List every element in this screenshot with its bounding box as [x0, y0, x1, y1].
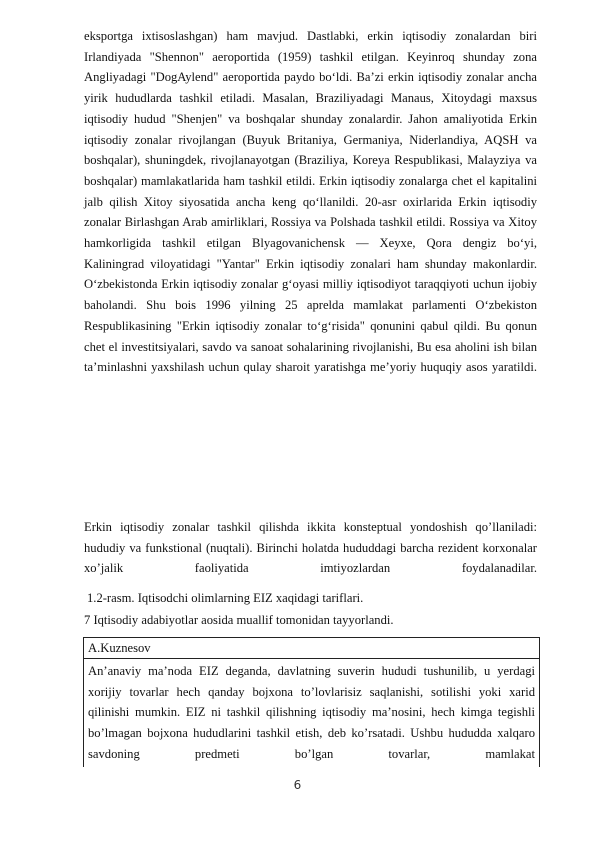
figure-caption: 1.2-rasm. Iqtisodchi olimlarning EIZ xaqidagi tariflari. — [87, 591, 364, 605]
definitions-table — [83, 637, 540, 767]
source-note: 7 Iqtisodiy adabiyotlar aosida muallif tomonidan tayyorlandi. — [84, 613, 394, 627]
body-paragraph-2: Erkin iqtisodiy zonalar tashkil qilishda ikkita konsteptual yondoshish qo’llaniladi: hududiy va funkstional (nuqtali). Birinchi holatda hududdagi barcha rezident korxonalar xo’jalik faoliyatida imtiyozlardan foydalanadilar. — [84, 520, 537, 576]
page-number: 6 — [293, 778, 302, 792]
table-cell-definition: An’anaviy ma’noda EIZ deganda, davlatning suverin hududi tushunilib, u yerdagi xorijiy tovarlar hech qanday bojxona to’lovlarisiz saqlanishi, sotilishi yoki xarid qilinishi mumkin. EIZ ni tashkil qilishning iqtisodiy ma’nosini, hech kimga tegishli bo’lmagan bojxona hududlarini tashkil etish, deb ko’rsatadi. Ushbu hududda xalqaro savdoning predmeti bo’lgan tovarlar, mamlakat — [88, 664, 535, 761]
table-header-author: A.Kuznesov — [84, 638, 539, 659]
body-paragraph-1: eksportga ixtisoslashgan) ham mavjud. Dastlabki, erkin iqtisodiy zonalardan biri Irlandiyada "Shennon" aeroportida (1959) tashkil etilgan. Keyinroq shunday zona Angliyadagi "DogAylend" aeroportida paydo bo‘ldi. Ba’zi erkin iqtisodiy zonalar ancha yirik hududlarda tashkil etiladi. Masalan, Braziliyadagi Manaus, Xitoydagi maxsus iqtisodiy hudud "Shenjen" va boshqalar shunday zonalardir. Jahon amaliyotida Erkin iqtisodiy zonalar rivojlangan (Buyuk Britaniya, Germaniya, Niderlandiya, AQSH va boshqalar), shuningdek, rivojlanayotgan (Braziliya, Koreya Respublikasi, Malayziya va boshqalar) mamlakatlarida ham tashkil etildi. Erkin iqtisodiy zonalarga chet el kapitalini jalb qilish Xitoy siyosatida ancha keng qo‘llanildi. 20-asr oxirlarida Erkin iqtisodiy zonalar Birlashgan Arab amirliklari, Rossiya va Polshada tashkil etildi. Rossiya va Xitoy hamkorligida tashkil etilgan Blyagovanichensk — Xeyxe, Qora dengiz bo‘yi, Kaliningrad viloyatidagi "Yantar" Erkin iqtisodiy zonalari ham shunday makonlardir. O‘zbekistonda Erkin iqtisodiy zonalar g‘oyasi milliy iqtisodiyot taraqqiyoti uchun ijobiy baholandi. Shu bois 1996 yilning 25 aprelda mamlakat parlamenti O‘zbekiston Respublikasining "Erkin iqtisodiy zonalar to‘g‘risida" qonunini qabul qildi. Bu qonun chet el investitsiyalari, savdo va sanoat sohalarining rivojlanishi, Bu esa aholini ish bilan ta’minlashni yaxshilash uchun qulay sharoit yaratishga me’yoriy huquqiy asos yaratildi. — [84, 29, 537, 375]
